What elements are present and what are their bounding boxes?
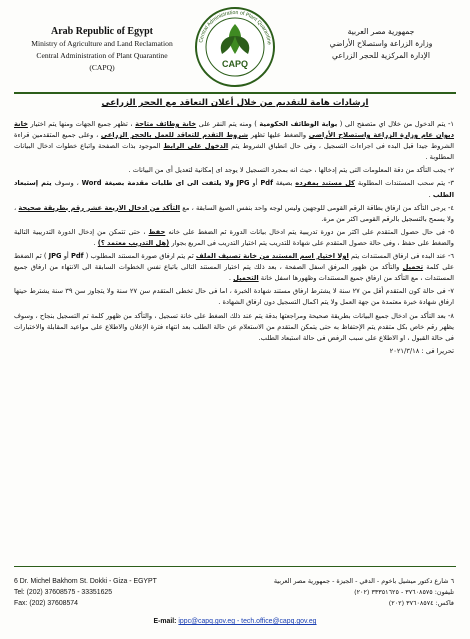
paragraph-text-run: JPG [48, 252, 62, 261]
instruction-paragraph [14, 251, 454, 284]
header-right-block [306, 26, 456, 62]
paragraph-text-run: ثم يتم ارفاق صورة المستند المطلوب ( [83, 252, 196, 261]
header-administration-ar: الإدارة المركزية للحجر الزراعي [332, 51, 430, 60]
paragraph-text-run: JPG [236, 179, 250, 188]
paragraph-text-run: . [228, 274, 234, 283]
header-country-en: Arab Republic of Egypt [51, 26, 153, 37]
footer-fax-en: Fax: (202) 37608574 [14, 600, 78, 607]
paragraph-text-run: والتأكد من ظهور المرفق اسفل الصفحة ، بعد ذلك يتم اختيار المستند التالى باتباع نفس الخطوات السابقة الى الانتهاء من ارفاق جميع المستندات ، مع التأكد من ارفاق جميع المستندات وظهورها اسفل خانة [14, 263, 454, 283]
capq-logo-icon [194, 6, 276, 88]
footer-email-line [0, 618, 470, 625]
header-left-block [22, 26, 182, 74]
paragraph-text-run: ، وسوف [51, 179, 82, 188]
header-country-ar: جمهورية مصر العربية [347, 27, 415, 36]
paragraph-text-run: كل مستند بمفرده [295, 179, 355, 188]
paragraph-text-run: ولا يلتفت الى اى طلبات مقدمة بصيغة Word [81, 179, 234, 188]
paragraph-text-run: ٢- يجب التأكد من دقة المعلومات التى يتم إدخالها ، حيث انه بمجرد التسجيل لا يوجد اى إمكانية لتعديل أى من البيانات . [128, 166, 454, 175]
paragraph-text-run: اولا اختيار اسم المستند من خانة تصنيف الملف [195, 252, 349, 261]
paragraph-text-run: خانة ديوان عام وزارة الزراعة واستصلاح الأراضى [14, 120, 455, 140]
paragraph-text-run: الدخول على الرابط [163, 142, 229, 151]
paragraph-text-run: ، تظهر جميع الجهات ومنها يتم اختيار [27, 120, 136, 128]
paragraph-text-run: ) ومنه يتم النقر على [196, 120, 260, 128]
paragraph-text-run: ٦- عند البدء فى ارفاق المستندات يتم [348, 252, 455, 261]
instruction-paragraph [14, 227, 454, 249]
footer-right-block [234, 576, 454, 609]
paragraph-text-run: Pdf [260, 179, 274, 188]
paragraph-text-run: ٨- بعد التأكد من ادخال جميع البيانات بطريقة صحيحة ومراجعتها بدقة يتم عند ذلك الضغط على خانة تسجيل ، والتأكد من ظهور كلمة تم التسجيل بنجاح ، وسوف يظهر رقم خاص بكل متقدم يتم الإحتفاظ به حتى يتمكن المتقدم من الاستعلام عن حالة الطلب بعد انتهاء فترة الإعلان والاطلاع على مواعيد المقابلة والاختبارات فى حالة القبول ، او الاطلاع على سبب الرفض فى حالة استبعاد الطلب. [14, 311, 454, 342]
instruction-paragraph [14, 286, 454, 308]
instruction-paragraph [14, 165, 454, 176]
paragraph-text-run: تحميل [402, 263, 424, 272]
paragraph-text-run: بوابة الوظائف الحكومية [259, 120, 338, 128]
instruction-paragraph [14, 119, 454, 163]
paragraph-text-run: حفظ [148, 227, 166, 236]
footer-tel-en: Tel: (202) 37608575 - 33351625 [14, 589, 113, 596]
instruction-paragraph [14, 178, 454, 200]
paragraph-text-run: (هل التدريب معتمد ؟) [97, 238, 170, 247]
header-ministry-ar: وزارة الزراعة واستصلاح الأراضي [329, 39, 433, 48]
paragraph-text-run: ، ولا يسمح بالتسجيل بالرقم القومى اكثر من مرة. [14, 203, 454, 223]
paragraph-text-run: ٤- يرجى التأكد من ارفاق بطاقة الرقم القومى للوجهين وليس لوجه واحد بنفس الصيغ السابقة ، مع [180, 203, 454, 212]
svg-text:Central Administration of Plan: Central Administration of Plant Quarantine [198, 9, 272, 46]
paragraph-text-run: أو [249, 179, 261, 188]
paragraph-text-run: التأكد من ادخال الاربعة عشر رقم بطريقة صحيحة [18, 203, 181, 212]
paragraph-text-run: ٧- فى حالة كون المتقدم أقل من ٢٧ سنة لا يشترط ارفاق مستند شهادة الخبرة ، اما فى حال تخطى المتقدم سن ٢٧ سنة ولا يتجاوز سن ٣٩ سنة يشترط حينها ارفاق شهادة خبرة معتمدة من جهة العمل ولا يتم اكمال التسجيل دون ارفاق الشهادة . [14, 287, 454, 307]
issue-date: تحريرا فى : ٢٠٢١/٣/١٨ [389, 346, 454, 355]
instruction-paragraph [14, 203, 454, 225]
paragraph-text-run: ٥- فى حال حصول المتقدم على اكثر من دورة تدريبية يتم ادخال بيانات الدورة ثم الضغط على خانه [165, 227, 454, 236]
footer-address-ar: ٦ شارع دكتور ميشيل باخوم - الدقي - الجيزة - جمهورية مصر العربية [273, 577, 454, 585]
header-divider [14, 92, 456, 94]
header-abbrev-en: (CAPQ) [89, 63, 115, 72]
paragraph-text-run: التحميل [233, 274, 259, 283]
footer-tel-ar: تليفون: ٣٧٦٠٨٥٧٥ - ٣٣٣٥١٦٢٥ (٢٠٢) [354, 588, 454, 596]
svg-text:CAPQ: CAPQ [221, 59, 249, 69]
paragraph-text-run: ) ثم الضغط على كلمة [14, 252, 455, 272]
paragraph-text-run: خانة وظائف متاحة [135, 120, 197, 128]
header-ministry-en: Ministry of Agriculture and Land Reclamation [31, 39, 173, 48]
instruction-paragraph [14, 311, 454, 344]
footer-left-block [14, 576, 234, 609]
paragraph-text-run: شروط التقدم للتعاقد للعمل بالحجر الزراعى [100, 131, 249, 140]
paragraph-text-run: والضغط عليها تظهر [248, 131, 309, 140]
footer-address-en: 6 Dr. Michel Bakhom St. Dokki - Giza - EGYPT [14, 578, 157, 585]
email-link[interactable]: ippc@capq.gov.eg - tech.office@capq.gov.eg [178, 618, 317, 625]
paragraph-text-run: يتم إستبعاد الطلب [14, 179, 454, 199]
footer-divider [14, 566, 456, 567]
header-administration-en: Central Administration of Plant Quarantine [36, 51, 168, 60]
paragraph-text-run: . [93, 238, 98, 247]
paragraph-text-run: ، حتى تتمكن من إدخال الدورة التدريبية التالية والضغط على حفظ ، وفى حالة حصول المتقدم على شهادة للتدريب يتم اختيار التدريب فى المربع بجوار [14, 227, 454, 247]
email-label: E-mail: [153, 618, 177, 625]
paragraph-text-run: Pdf [70, 252, 84, 261]
paragraph-text-run: ٣- يتم سحب المستندات المطلوبة [354, 179, 454, 188]
paragraph-text-run: ١- يتم الدخول من خلال اي متصفح الى ( [337, 120, 454, 128]
paragraph-text-run: بصيغة [273, 179, 296, 188]
paragraph-text-run: . [428, 190, 433, 199]
instructions-body [14, 119, 454, 357]
page-title: ارشادات هامة للتقديم من خلال أعلان التعاقد مع الحجر الزراعى [101, 98, 369, 108]
paragraph-text-run: الموجود بذات الصفحة واتباع خطوات ادخال البيانات المطلوبة . [14, 142, 454, 162]
footer-fax-ar: فاكس: ٣٧٦٠٨٥٧٤ (٢٠٢) [388, 599, 454, 607]
paragraph-text-run: أو [61, 252, 71, 261]
paragraph-text-run: ، وعلى جميع المتقدمين قراءة الشروط جيدا قبل البدء فى اجراءات التسجيل ، وفى حال انطباق الشروط يتم [14, 131, 454, 151]
